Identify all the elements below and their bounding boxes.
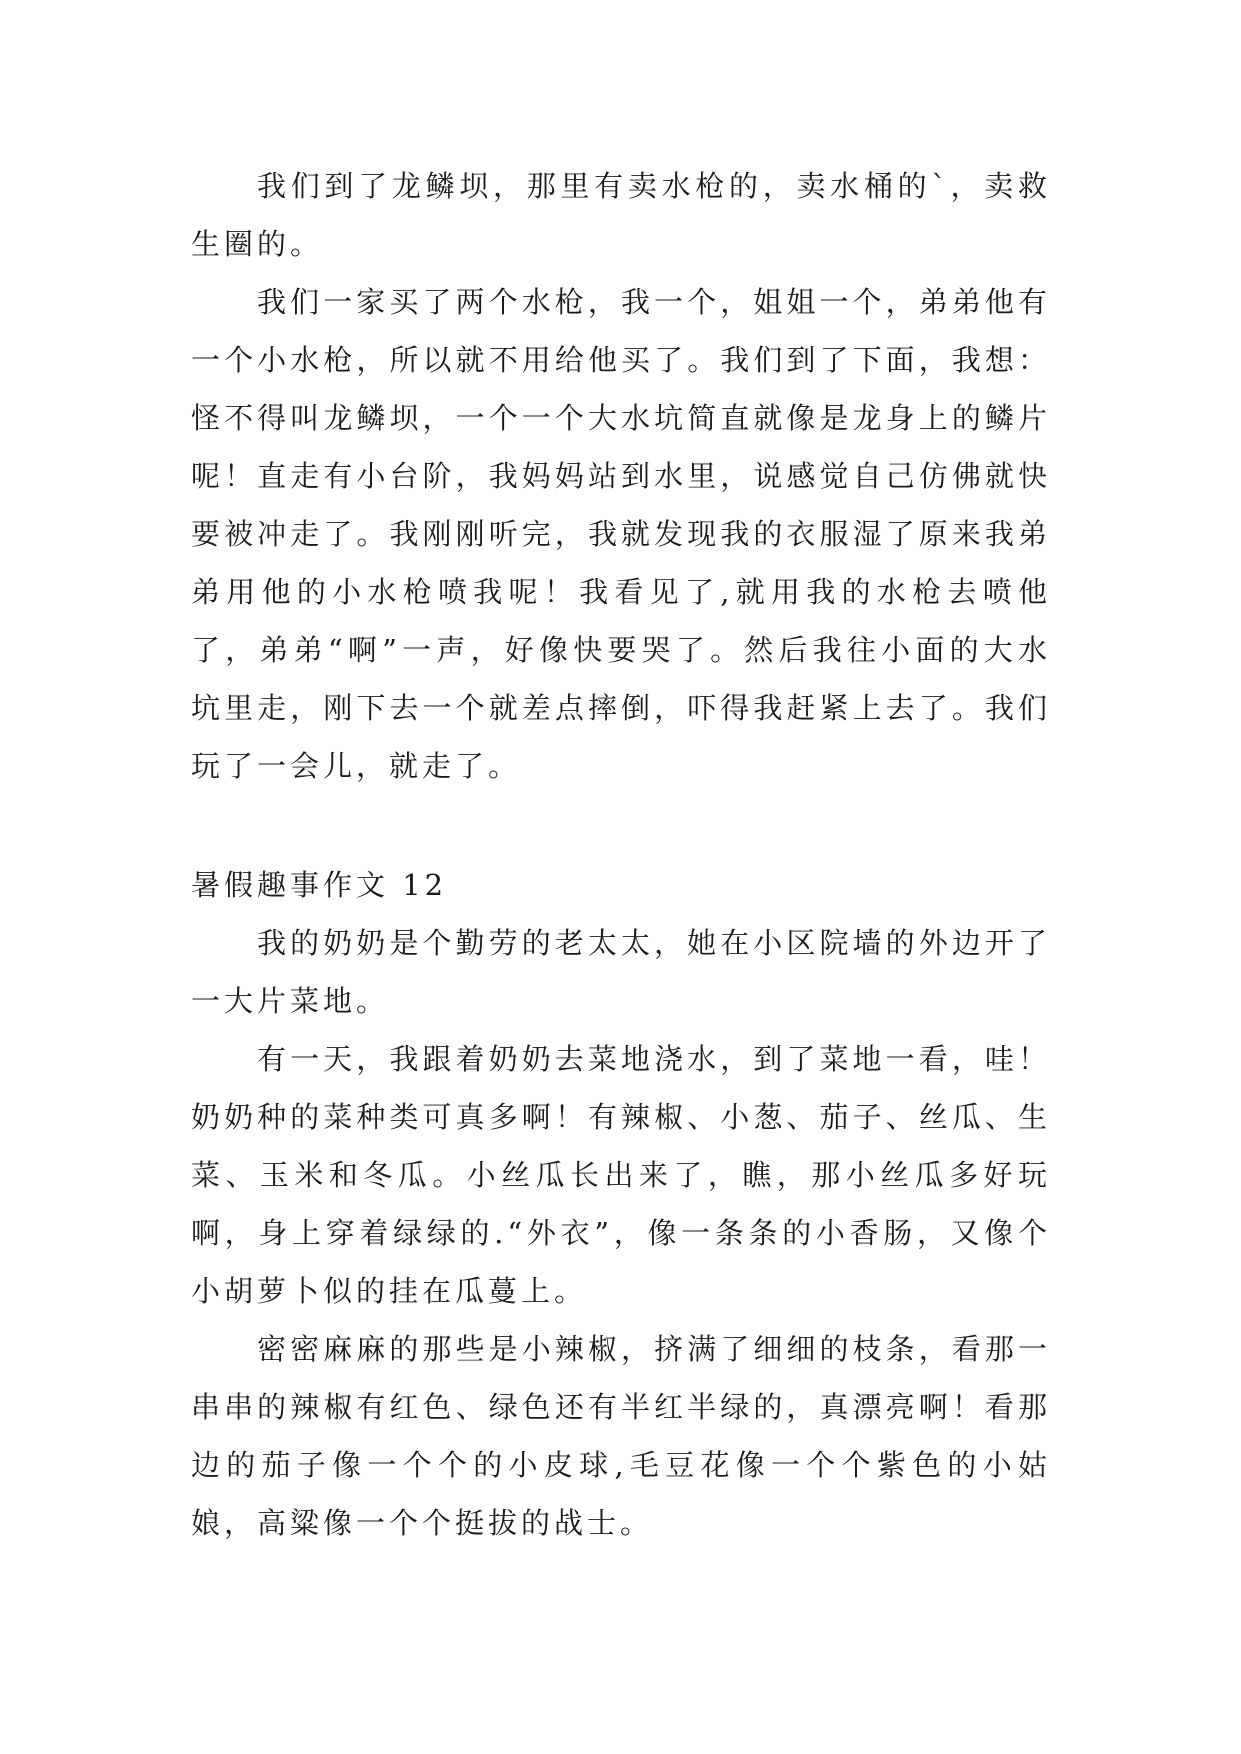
- essay-section-12: [191, 856, 1051, 1552]
- paragraph: 我的奶奶是个勤劳的老太太，她在小区院墙的外边开了一大片菜地。: [191, 926, 1051, 1018]
- essay-section-previous: [191, 157, 1051, 795]
- paragraph: 有一天，我跟着奶奶去菜地浇水，到了菜地一看，哇！奶奶种的菜种类可真多啊！有辣椒、小葱、茄子、丝瓜、生菜、玉米和冬瓜。小丝瓜长出来了，瞧，那小丝瓜多好玩啊，身上穿着绿绿的.“外衣”，像一条条的小香肠，又像个小胡萝卜似的挂在瓜蔓上。: [191, 1042, 1051, 1308]
- essay-title: 暑假趣事作文 12: [191, 868, 448, 902]
- paragraph: 我们到了龙鳞坝，那里有卖水枪的，卖水桶的`，卖救生圈的。: [191, 169, 1051, 261]
- paragraph: 我们一家买了两个水枪，我一个，姐姐一个，弟弟他有一个小水枪，所以就不用给他买了。我们到了下面，我想：怪不得叫龙鳞坝，一个一个大水坑简直就像是龙身上的鳞片呢！直走有小台阶，我妈妈站到水里，说感觉自己仿佛就快要被冲走了。我刚刚听完，我就发现我的衣服湿了原来我弟弟用他的小水枪喷我呢！我看见了,就用我的水枪去喷他了，弟弟“啊”一声，好像快要哭了。然后我往小面的大水坑里走，刚下去一个就差点摔倒，吓得我赶紧上去了。我们玩了一会儿，就走了。: [191, 285, 1051, 783]
- paragraph: 密密麻麻的那些是小辣椒，挤满了细细的枝条，看那一串串的辣椒有红色、绿色还有半红半绿的，真漂亮啊！看那边的茄子像一个个的小皮球,毛豆花像一个个紫色的小姑娘，高粱像一个个挺拔的战士。: [191, 1332, 1051, 1540]
